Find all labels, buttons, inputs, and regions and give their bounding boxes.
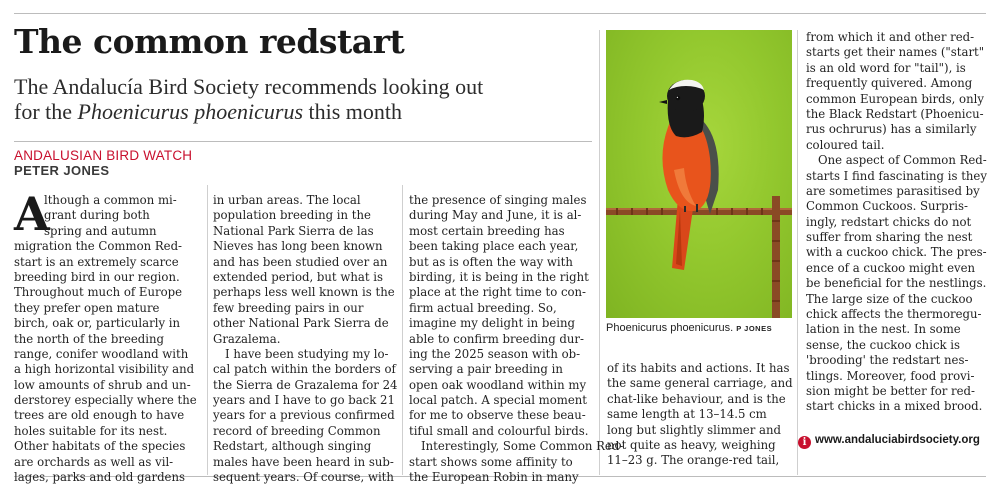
column-5-line: 'brooding' the redstart nes-: [806, 353, 969, 368]
column-3-line: start shows some affinity to: [409, 454, 573, 469]
article-column-1: [14, 187, 204, 485]
column-4-line: of its habits and actions. It has: [607, 361, 790, 375]
column-1-line: start is an extremely scarce: [14, 254, 179, 269]
column-1-line: breeding bird in our region.: [14, 269, 180, 284]
column-1-line: birch, oak or, particularly in: [14, 316, 181, 331]
column-5-line: suffer from sharing the nest: [806, 230, 973, 245]
column-3-line: place at the right time to con-: [409, 285, 587, 300]
column-divider-2: [402, 185, 403, 475]
column-4-line: chat-like behaviour, and is the: [607, 391, 786, 406]
column-2-line: perhaps less well known is the: [213, 285, 395, 300]
column-2-line: years for a previous confirmed: [213, 408, 395, 423]
column-3-line: been taking place each year,: [409, 239, 579, 254]
column-2-line: in urban areas. The local: [213, 193, 361, 207]
column-3-line: firm actual breeding. So,: [409, 300, 557, 315]
column-4-line: 11–23 g. The orange-red tail,: [607, 453, 780, 468]
column-3-line: imagine my delight in being: [409, 316, 575, 331]
column-2-line: I have been studying my lo-: [225, 346, 389, 361]
column-5-line: common European birds, only: [806, 91, 984, 106]
column-5-line: chick affects the thermoregu-: [806, 307, 982, 322]
photo-caption: [606, 321, 792, 336]
column-5-line: start chicks in a mixed brood.: [806, 399, 983, 414]
column-2-line: the Sierra de Grazalema for 24: [213, 377, 398, 392]
section-kicker: ANDALUSIAN BIRD WATCH: [14, 148, 193, 163]
column-5-line: lation in the nest. In some: [806, 322, 961, 337]
byline: PETER JONES: [14, 163, 110, 178]
column-2-line: Nieves has long been known: [213, 239, 383, 254]
column-2-line: cal patch within the borders of: [213, 362, 396, 377]
standfirst: [14, 74, 594, 124]
standfirst-pre: for the: [14, 99, 78, 124]
column-3-line: the presence of singing males: [409, 193, 587, 207]
photo-credit: P JONES: [736, 324, 773, 333]
column-3-line: open oak woodland within my: [409, 377, 587, 392]
column-2-line: few breeding pairs in our: [213, 300, 364, 315]
column-3-line: for me to observe these beau-: [409, 408, 586, 423]
column-3-line: ing the 2025 season with ob-: [409, 346, 581, 361]
column-5-line: coloured tail.: [806, 137, 885, 152]
column-2-line: sequent years. Of course, with: [213, 470, 394, 485]
column-2-line: years and I have to go back 21: [213, 393, 395, 408]
column-1-line: the north of the breeding: [14, 331, 165, 346]
column-5-line: from which it and other red-: [806, 30, 975, 44]
column-5-line: sense, the cuckoo chick is: [806, 337, 961, 352]
article-column-3: [409, 193, 624, 485]
column-divider-1: [207, 185, 208, 475]
column-1-line: Throughout much of Europe: [14, 285, 183, 300]
standfirst-line-2: [14, 99, 594, 124]
caption-text: Phoenicurus phoenicurus.: [606, 322, 734, 334]
column-1-line: are orchards as well as vil-: [14, 454, 174, 469]
redstart-photo: [606, 30, 792, 318]
column-1-line: Other habitats of the species: [14, 439, 186, 454]
column-4-line: not quite as heavy, weighing: [607, 437, 776, 452]
column-3-line: local patch. A special moment: [409, 393, 587, 408]
column-5-line: One aspect of Common Red-: [818, 153, 987, 168]
standfirst-species: Phoenicurus phoenicurus: [77, 99, 303, 124]
info-icon: i: [798, 436, 811, 449]
column-divider-3: [599, 30, 600, 475]
column-5-line: the Black Redstart (Phoenicu-: [806, 106, 984, 121]
column-1-line: holes suitable for its nest.: [14, 423, 168, 438]
column-4-line: same length at 13–14.5 cm: [607, 407, 767, 422]
column-2-line: other National Park Sierra de: [213, 316, 389, 331]
column-2-line: males have been heard in sub-: [213, 454, 394, 469]
dropcap: A: [14, 187, 50, 241]
column-2-line: and has been studied over an: [213, 254, 388, 269]
column-4-line: the same general carriage, and: [607, 376, 793, 391]
column-5-line: is an old word for "tail"), is: [806, 60, 966, 75]
redstart-illustration: [606, 30, 792, 318]
column-1-line: they prefer open mature: [14, 300, 160, 315]
column-3-line: but as is often the way with: [409, 254, 573, 269]
article-column-2: [213, 193, 399, 485]
society-url[interactable]: www.andaluciabirdsociety.org: [815, 434, 980, 446]
column-1-line: range, conifer woodland with: [14, 346, 189, 361]
column-5-line: with a cuckoo chick. The pres-: [806, 245, 987, 260]
column-2-line: Redstart, although singing: [213, 439, 372, 454]
column-2-line: population breeding in the: [213, 208, 371, 223]
column-5-line: The large size of the cuckoo: [806, 291, 973, 306]
column-5-line: Common Cuckoos. Surpris-: [806, 199, 968, 214]
headline-divider: [14, 141, 592, 142]
column-3-line: the European Robin in many: [409, 470, 579, 485]
column-3-line: tiful small and colourful birds.: [409, 423, 589, 438]
column-1-line: low amounts of shrub and un-: [14, 377, 191, 392]
column-1-line: lages, parks and old gardens: [14, 470, 185, 485]
column-1-line: derstorey especially where the: [14, 393, 197, 408]
column-5-line: tlings. Moreover, food provi-: [806, 368, 975, 383]
column-divider-4: [797, 30, 798, 475]
column-5-line: rus ochrurus) has a similarly: [806, 122, 977, 137]
column-2-line: extended period, but what is: [213, 269, 383, 284]
column-1-line: migration the Common Red-: [14, 239, 182, 254]
society-link[interactable]: [798, 432, 980, 449]
column-2-line: Grazalema.: [213, 331, 281, 346]
column-1-line: trees are old enough to have: [14, 408, 185, 423]
top-rule: [14, 13, 986, 14]
column-5-line: ingly, redstart chicks do not: [806, 214, 972, 229]
column-3-line: Interestingly, Some Common Red-: [421, 439, 624, 454]
column-3-line: able to confirm breeding dur-: [409, 331, 584, 346]
headline: The common redstart: [14, 22, 405, 61]
column-5-line: sion might be better for red-: [806, 383, 975, 398]
column-3-line: birding, it is being in the right: [409, 269, 589, 284]
article-column-5: [806, 30, 992, 415]
column-1-line: spring and autumn: [44, 223, 157, 238]
column-3-line: most certain breeding has: [409, 223, 565, 238]
column-3-line: during May and June, it is al-: [409, 208, 582, 223]
standfirst-lead: The Andalucía Bird Society recommends looking out: [14, 74, 484, 99]
column-5-line: are sometimes parasitised by: [806, 183, 980, 198]
column-3-line: serving a pair breeding in: [409, 362, 563, 377]
column-5-line: starts I find fascinating is they: [806, 168, 987, 183]
column-2-line: National Park Sierra de las: [213, 223, 374, 238]
article-column-4: [607, 361, 795, 469]
standfirst-post: this month: [303, 99, 403, 124]
column-5-line: be beneficial for the nestlings.: [806, 276, 987, 291]
column-4-line: long but slightly slimmer and: [607, 422, 781, 437]
column-1-line: lthough a common mi-: [44, 193, 177, 207]
column-5-line: ence of a cuckoo might even: [806, 260, 976, 275]
column-5-line: frequently quivered. Among: [806, 76, 973, 91]
column-1-line: a high horizontal visibility and: [14, 362, 195, 377]
column-2-line: record of breeding Common: [213, 423, 381, 438]
column-5-line: starts get their names ("start": [806, 45, 985, 60]
column-1-line: grant during both: [44, 208, 150, 223]
